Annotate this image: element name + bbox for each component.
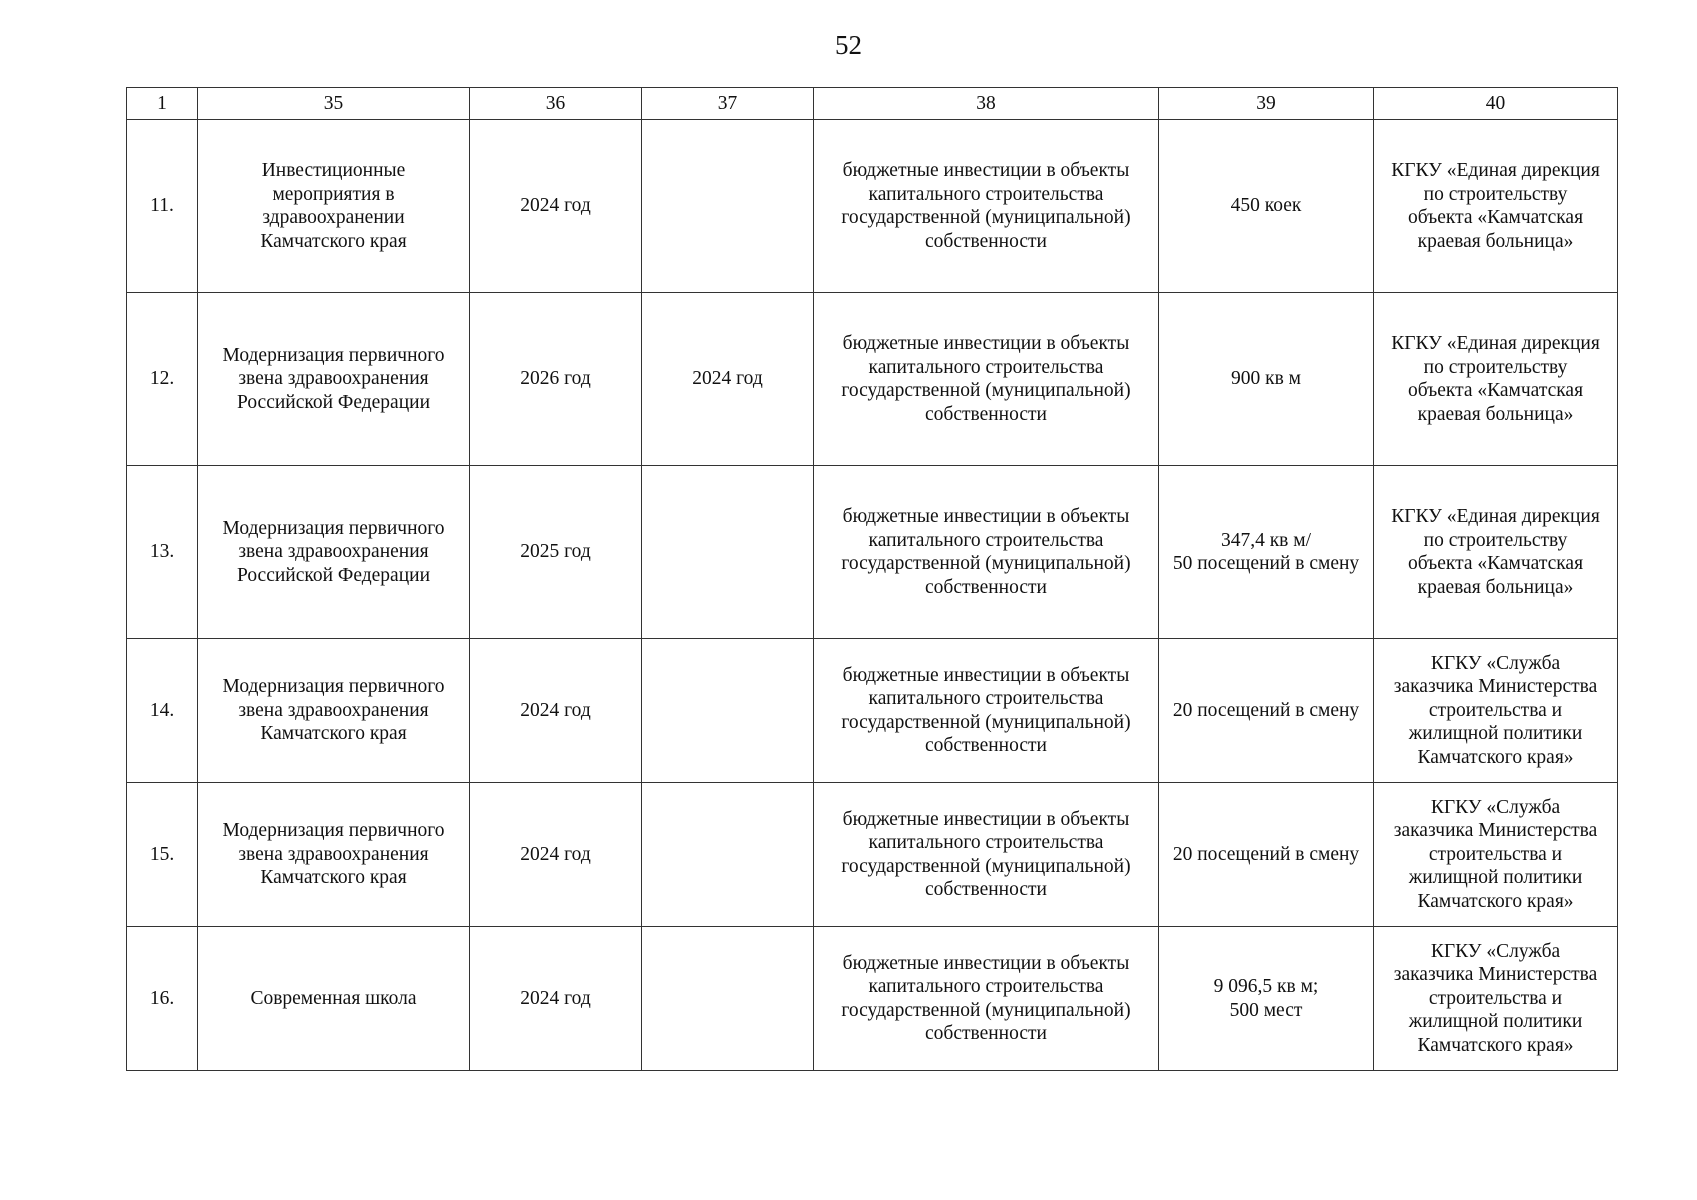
column-header-40: 40: [1374, 88, 1618, 120]
investment-type: бюджетные инвестиции в объекты капитального строительства государственной (муниципальной) собственности: [814, 120, 1159, 293]
year-37: [642, 927, 814, 1071]
year-37: 2024 год: [642, 293, 814, 466]
investment-type: бюджетные инвестиции в объекты капитального строительства государственной (муниципальной) собственности: [814, 927, 1159, 1071]
year-37: [642, 120, 814, 293]
table-row: [127, 783, 1618, 927]
year-37: [642, 783, 814, 927]
year-36: 2025 год: [470, 466, 642, 639]
event-name: Современная школа: [198, 927, 470, 1071]
customer: КГКУ «Единая дирекция по строительству объекта «Камчатская краевая больница»: [1374, 466, 1618, 639]
column-header-36: 36: [470, 88, 642, 120]
capacity: 450 коек: [1159, 120, 1374, 293]
customer: КГКУ «Служба заказчика Министерства строительства и жилищной политики Камчатского края»: [1374, 783, 1618, 927]
column-header-38: 38: [814, 88, 1159, 120]
table-row: [127, 927, 1618, 1071]
capacity: 900 кв м: [1159, 293, 1374, 466]
year-36: 2024 год: [470, 783, 642, 927]
capacity: 20 посещений в смену: [1159, 639, 1374, 783]
table-row: [127, 466, 1618, 639]
capacity: 20 посещений в смену: [1159, 783, 1374, 927]
data-table: [126, 87, 1618, 1071]
investment-type: бюджетные инвестиции в объекты капитального строительства государственной (муниципальной) собственности: [814, 466, 1159, 639]
event-name: Модернизация первичного звена здравоохранения Российской Федерации: [198, 466, 470, 639]
row-number: 16.: [127, 927, 198, 1071]
customer: КГКУ «Единая дирекция по строительству объекта «Камчатская краевая больница»: [1374, 120, 1618, 293]
table-header-row: [127, 88, 1618, 120]
row-number: 12.: [127, 293, 198, 466]
table-row: [127, 120, 1618, 293]
column-header-1: 1: [127, 88, 198, 120]
column-header-37: 37: [642, 88, 814, 120]
year-36: 2026 год: [470, 293, 642, 466]
year-37: [642, 639, 814, 783]
column-header-39: 39: [1159, 88, 1374, 120]
row-number: 14.: [127, 639, 198, 783]
customer: КГКУ «Служба заказчика Министерства строительства и жилищной политики Камчатского края»: [1374, 639, 1618, 783]
row-number: 13.: [127, 466, 198, 639]
capacity: 9 096,5 кв м; 500 мест: [1159, 927, 1374, 1071]
capacity: 347,4 кв м/ 50 посещений в смену: [1159, 466, 1374, 639]
investment-type: бюджетные инвестиции в объекты капитального строительства государственной (муниципальной) собственности: [814, 639, 1159, 783]
customer: КГКУ «Единая дирекция по строительству объекта «Камчатская краевая больница»: [1374, 293, 1618, 466]
event-name: Модернизация первичного звена здравоохранения Российской Федерации: [198, 293, 470, 466]
investment-type: бюджетные инвестиции в объекты капитального строительства государственной (муниципальной) собственности: [814, 783, 1159, 927]
year-36: 2024 год: [470, 927, 642, 1071]
event-name: Модернизация первичного звена здравоохранения Камчатского края: [198, 783, 470, 927]
column-header-35: 35: [198, 88, 470, 120]
year-36: 2024 год: [470, 120, 642, 293]
customer: КГКУ «Служба заказчика Министерства строительства и жилищной политики Камчатского края»: [1374, 927, 1618, 1071]
event-name: Инвестиционные мероприятия в здравоохранении Камчатского края: [198, 120, 470, 293]
row-number: 11.: [127, 120, 198, 293]
page-number: 52: [835, 30, 862, 60]
table-row: [127, 639, 1618, 783]
table-row: [127, 293, 1618, 466]
row-number: 15.: [127, 783, 198, 927]
year-37: [642, 466, 814, 639]
year-36: 2024 год: [470, 639, 642, 783]
investment-type: бюджетные инвестиции в объекты капитального строительства государственной (муниципальной) собственности: [814, 293, 1159, 466]
event-name: Модернизация первичного звена здравоохранения Камчатского края: [198, 639, 470, 783]
